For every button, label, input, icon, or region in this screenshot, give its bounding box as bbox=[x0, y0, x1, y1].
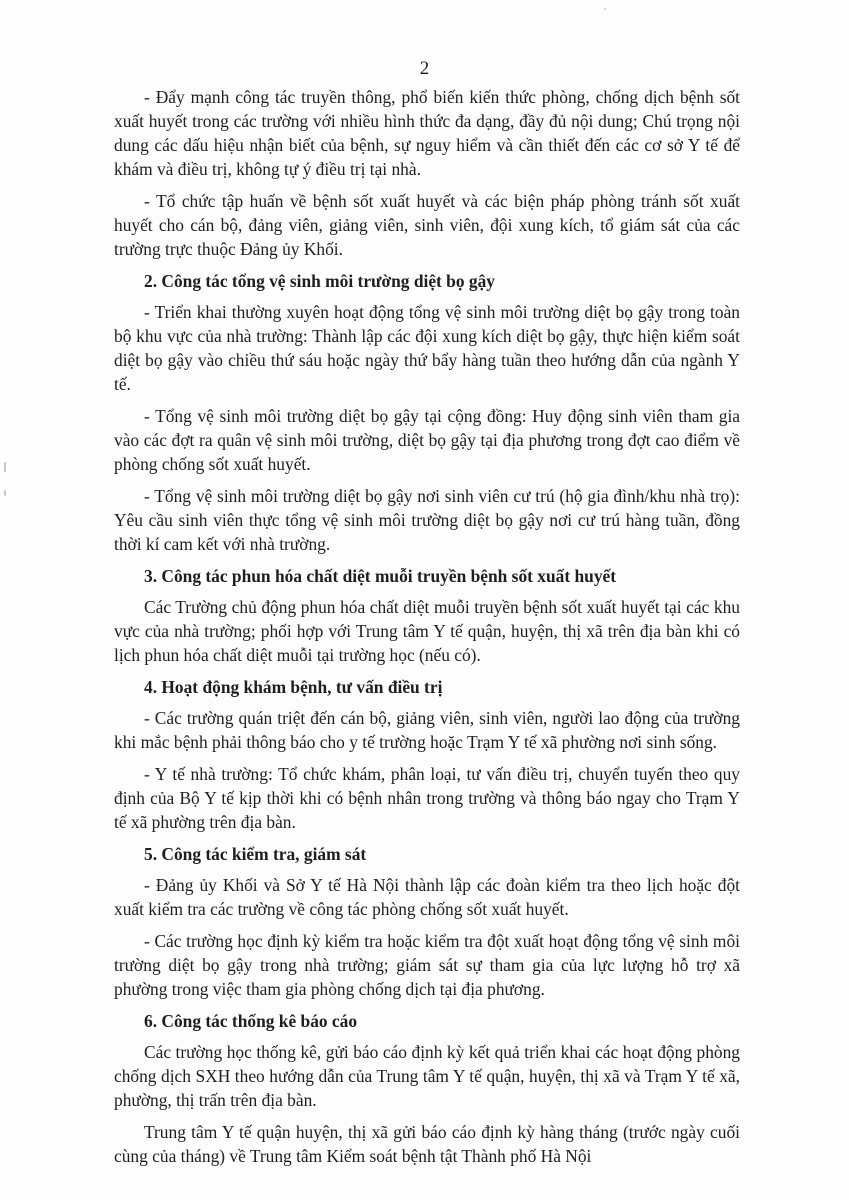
section-heading-medical-consultation: 4. Hoạt động khám bệnh, tư vấn điều trị bbox=[144, 677, 443, 697]
page-number: 2 bbox=[419, 58, 430, 79]
paragraph-illness-reporting: - Các trường quán triệt đến cán bộ, giảng viên, sinh viên, người lao động của trường khi mắc bệnh phải thông báo cho y tế trường hoặc Trạm Y tế xã phường nơi sinh sống. bbox=[114, 708, 740, 752]
scan-margin-mark bbox=[4, 462, 6, 472]
paragraph-school-health: - Y tế nhà trường: Tổ chức khám, phân loại, tư vấn điều trị, chuyển tuyến theo quy định của Bộ Y tế kịp thời khi có bệnh nhân trong trường và thông báo ngay cho Trạm Y tế xã phường trên địa bàn. bbox=[114, 764, 740, 832]
scan-margin-mark bbox=[4, 490, 6, 496]
section-heading-chemical-spraying: 3. Công tác phun hóa chất diệt muỗi truyền bệnh sốt xuất huyết bbox=[144, 566, 617, 586]
paragraph-inspection-teams: - Đảng ủy Khối và Sở Y tế Hà Nội thành lập các đoàn kiểm tra theo lịch hoặc đột xuất kiểm tra các trường về công tác phòng chống sốt xuất huyết. bbox=[114, 875, 740, 919]
paragraph-awareness-campaign: - Đẩy mạnh công tác truyền thông, phổ biến kiến thức phòng, chống dịch bệnh sốt xuất huyết trong các trường với nhiều hình thức đa dạng, đầy đủ nội dung; Chú trọng nội dung các dấu hiệu nhận biết của bệnh, sự nguy hiểm và cần thiết đến các cơ sở Y tế để khám và điều trị, không tự ý điều trị tại nhà. bbox=[114, 87, 740, 179]
paragraph-campus-cleanup: - Triển khai thường xuyên hoạt động tổng vệ sinh môi trường diệt bọ gậy trong toàn bộ khu vực của nhà trường: Thành lập các đội xung kích diệt bọ gậy, thực hiện kiểm soát diệt bọ gậy vào chiều thứ sáu hoặc ngày thứ bẩy hàng tuần theo hướng dẫn của ngành Y tế. bbox=[114, 302, 740, 394]
paragraph-community-cleanup: - Tổng vệ sinh môi trường diệt bọ gậy tại cộng đồng: Huy động sinh viên tham gia vào các đợt ra quân vệ sinh môi trường, diệt bọ gậy tại địa phương trong đợt cao điểm về phòng chống sốt xuất huyết. bbox=[114, 406, 740, 474]
paragraph-training: - Tổ chức tập huấn về bệnh sốt xuất huyết và các biện pháp phòng tránh sốt xuất huyết cho cán bộ, đảng viên, giảng viên, sinh viên, đội xung kích, tổ giám sát của các trường trực thuộc Đảng ủy Khối. bbox=[114, 191, 740, 259]
paragraph-school-reporting: Các trường học thống kê, gửi báo cáo định kỳ kết quả triển khai các hoạt động phòng chống dịch SXH theo hướng dẫn của Trung tâm Y tế quận, huyện, thị xã và Trạm Y tế xã, phường, thị trấn trên địa bàn. bbox=[114, 1042, 740, 1110]
section-heading-reporting: 6. Công tác thống kê báo cáo bbox=[144, 1011, 358, 1031]
paragraph-chemical-spraying: Các Trường chủ động phun hóa chất diệt muỗi truyền bệnh sốt xuất huyết tại các khu vực của nhà trường; phối hợp với Trung tâm Y tế quận, huyện, thị xã trên địa bàn khi có lịch phun hóa chất diệt muỗi tại trường học (nếu có). bbox=[114, 597, 740, 665]
section-heading-inspection: 5. Công tác kiểm tra, giám sát bbox=[144, 844, 367, 864]
section-heading-environment-cleanup: 2. Công tác tổng vệ sinh môi trường diệt bọ gậy bbox=[144, 271, 495, 291]
scan-speck bbox=[604, 8, 606, 10]
paragraph-district-reporting: Trung tâm Y tế quận huyện, thị xã gửi báo cáo định kỳ hàng tháng (trước ngày cuối cùng của tháng) về Trung tâm Kiểm soát bệnh tật Thành phố Hà Nội bbox=[114, 1122, 740, 1166]
document-body bbox=[114, 85, 740, 1168]
paragraph-periodic-inspection: - Các trường học định kỳ kiểm tra hoặc kiểm tra đột xuất hoạt động tổng vệ sinh môi trường diệt bọ gậy trong nhà trường; giám sát sự tham gia của lực lượng hỗ trợ xã phường trong việc tham gia phòng chống dịch tại địa phương. bbox=[114, 931, 740, 999]
paragraph-residence-cleanup: - Tổng vệ sinh môi trường diệt bọ gậy nơi sinh viên cư trú (hộ gia đình/khu nhà trọ): Yêu cầu sinh viên thực tổng vệ sinh môi trường diệt bọ gậy nơi cư trú hàng tuần, đồng thời kí cam kết với nhà trường. bbox=[114, 486, 740, 554]
